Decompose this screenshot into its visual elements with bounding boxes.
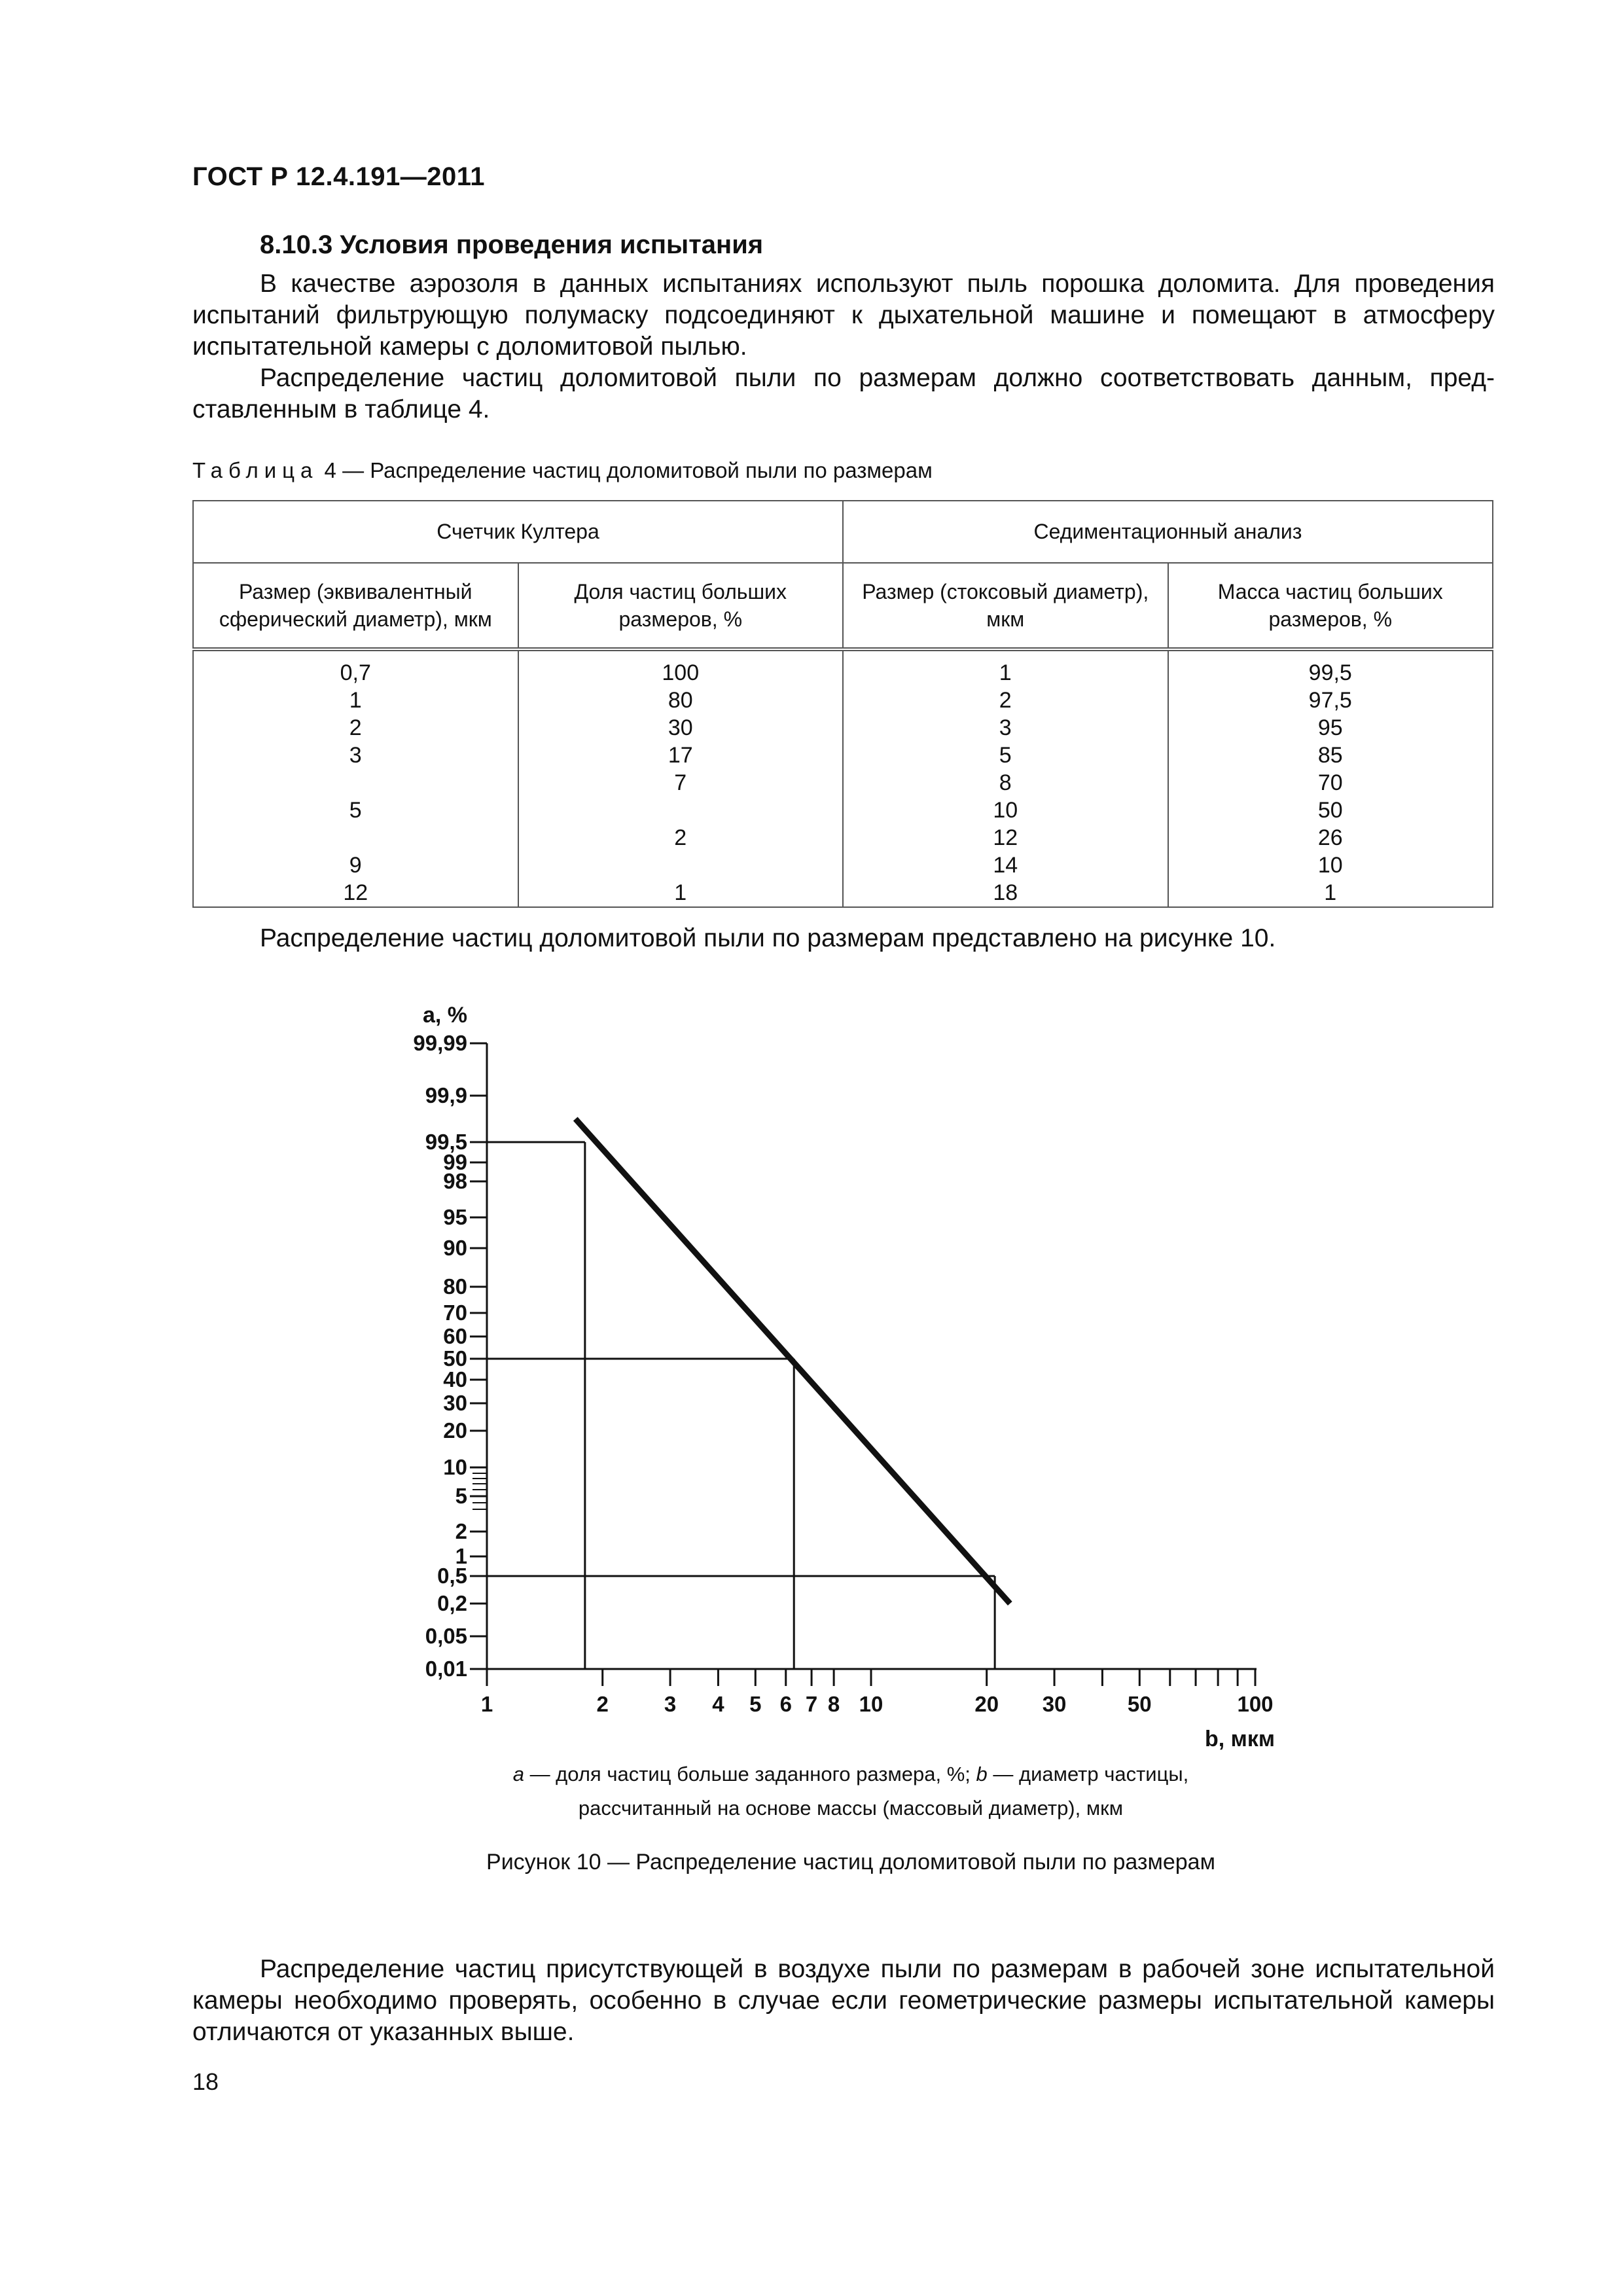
y-tick-label: 1 xyxy=(455,1544,467,1568)
y-tick-label: 95 xyxy=(443,1205,467,1229)
table-caption-label: Таблица xyxy=(192,458,319,482)
table-cell: 99,5 xyxy=(1308,660,1352,685)
col-header-1-line2: сферический диаметр), мкм xyxy=(219,607,492,631)
table-cell: 10 xyxy=(1317,853,1343,878)
legend-b-symbol: b xyxy=(976,1763,988,1785)
col-header-4-line2: размеров, % xyxy=(1268,607,1393,631)
x-tick-label: 30 xyxy=(1042,1692,1067,1716)
paragraph-figure-ref: Распределение частиц доломитовой пыли по размерам представлено на рисунке 10. xyxy=(260,924,1276,952)
document-header: ГОСТ Р 12.4.191—2011 xyxy=(192,162,485,191)
table-cell: 50 xyxy=(1317,798,1343,823)
table-cell: 7 xyxy=(674,770,687,795)
y-tick-label: 98 xyxy=(443,1169,467,1193)
paragraph-verification: Распределение частиц присутствующей в воздухе пыли по размерам в рабочей зоне испытательной камеры необходимо проверять, особенно в случае если геометрические размеры испытательной камеры отличаются от указанных выше. xyxy=(192,1955,1495,2046)
figure-legend xyxy=(393,1757,1309,1825)
table-cell: 9 xyxy=(349,853,362,878)
x-tick-label: 1 xyxy=(480,1692,493,1716)
x-tick-label: 6 xyxy=(779,1692,792,1716)
x-tick-label: 7 xyxy=(805,1692,818,1716)
table-cell: 1 xyxy=(349,688,362,713)
y-tick-label: 90 xyxy=(443,1236,467,1260)
y-tick-label: 5 xyxy=(455,1484,467,1508)
legend-b-text: — диаметр частицы, xyxy=(987,1763,1189,1785)
x-tick-label: 3 xyxy=(664,1692,677,1716)
section-heading: 8.10.3 Условия проведения испытания xyxy=(260,230,764,259)
y-tick-label: 80 xyxy=(443,1274,467,1299)
legend-a-symbol: a xyxy=(512,1763,524,1785)
y-tick-label: 50 xyxy=(443,1346,467,1371)
page-number: 18 xyxy=(192,2068,219,2095)
table-cell: 18 xyxy=(993,880,1018,905)
paragraph-aerosol: В качестве аэрозоля в данных испытаниях используют пыль порошка доломита. Для проведения испытаний фильтрующую полумаску подсоединяют к дыхательной машине и помещают в атмосферу испытательной камеры с доломитовой пылью. xyxy=(192,270,1495,361)
y-tick-label: 99,9 xyxy=(425,1083,467,1107)
y-tick-label: 99,5 xyxy=(425,1130,467,1154)
y-tick-label: 99 xyxy=(443,1150,467,1174)
table-cell: 10 xyxy=(993,798,1018,823)
x-tick-label: 20 xyxy=(974,1692,999,1716)
table-cell: 1 xyxy=(1324,880,1337,905)
col-header-4-line1: Масса частиц больших xyxy=(1217,580,1443,603)
table-cell: 12 xyxy=(993,825,1018,850)
table-cell: 3 xyxy=(349,743,362,768)
table-cell: 97,5 xyxy=(1308,688,1352,713)
table-cell: 70 xyxy=(1317,770,1343,795)
y-axis-title: a, % xyxy=(422,1003,467,1028)
y-tick-label: 0,05 xyxy=(425,1624,467,1648)
table-cell: 95 xyxy=(1317,715,1343,740)
table-cell: 30 xyxy=(668,715,693,740)
table-cell: 80 xyxy=(668,688,693,713)
col-header-3-line1: Размер (стоксовый диаметр), xyxy=(862,580,1149,603)
y-tick-label: 40 xyxy=(443,1367,467,1391)
y-tick-label: 70 xyxy=(443,1300,467,1325)
table-cell: 2 xyxy=(999,688,1012,713)
figure-legend-line2: рассчитанный на основе массы (массовый диаметр), мкм xyxy=(578,1797,1124,1820)
table-cell: 26 xyxy=(1317,825,1343,850)
table-cell: 14 xyxy=(993,853,1018,878)
table-cell: 2 xyxy=(674,825,687,850)
figure-legend-line1 xyxy=(393,1757,1309,1791)
table-cell: 5 xyxy=(999,743,1012,768)
y-tick-label: 20 xyxy=(443,1418,467,1443)
paragraph-distribution-table-ref: Распределение частиц доломитовой пыли по размерам должно соответствовать данным, представленным в таблице 4. xyxy=(192,364,1495,423)
y-tick-label: 30 xyxy=(443,1391,467,1415)
series-line xyxy=(575,1119,1010,1604)
y-tick-label: 2 xyxy=(455,1519,467,1543)
legend-a-text: — доля частиц больше заданного размера, %; xyxy=(524,1763,976,1785)
col-header-3-line2: мкм xyxy=(986,607,1025,631)
col-header-2-line1: Доля частиц больших xyxy=(574,580,787,603)
table-cell: 17 xyxy=(668,743,693,768)
figure-caption: Рисунок 10 — Распределение частиц доломитовой пыли по размерам xyxy=(486,1850,1215,1874)
group-coulter-counter: Счетчик Култера xyxy=(193,501,843,563)
table-cell: 1 xyxy=(674,880,687,905)
x-tick-label: 2 xyxy=(596,1692,609,1716)
table-cell: 85 xyxy=(1317,743,1343,768)
y-tick-label: 0,5 xyxy=(437,1564,467,1588)
table-caption-text: 4 — Распределение частиц доломитовой пыли по размерам xyxy=(318,458,933,482)
table-cell: 100 xyxy=(662,660,700,685)
x-tick-label: 4 xyxy=(712,1692,724,1716)
x-tick-label: 50 xyxy=(1127,1692,1152,1716)
y-tick-label: 99,99 xyxy=(413,1031,467,1055)
table-cell: 8 xyxy=(999,770,1012,795)
table-cell: 5 xyxy=(349,798,362,823)
table-cell: 0,7 xyxy=(340,660,371,685)
table-cell: 2 xyxy=(349,715,362,740)
group-sedimentation: Седиментационный анализ xyxy=(843,501,1493,563)
x-axis-title: b, мкм xyxy=(1205,1727,1275,1751)
y-tick-label: 10 xyxy=(443,1455,467,1479)
y-tick-label: 0,01 xyxy=(425,1657,467,1681)
x-tick-label: 10 xyxy=(859,1692,883,1716)
table-cell: 1 xyxy=(999,660,1012,685)
table-cell: 3 xyxy=(999,715,1012,740)
x-tick-label: 5 xyxy=(749,1692,762,1716)
x-tick-label: 8 xyxy=(827,1692,840,1716)
x-tick-label: 100 xyxy=(1237,1692,1274,1716)
table-cell: 12 xyxy=(343,880,368,905)
y-tick-label: 0,2 xyxy=(437,1591,467,1615)
col-header-2-line2: размеров, % xyxy=(618,607,743,631)
col-header-1-line1: Размер (эквивалентный xyxy=(238,580,473,603)
y-tick-label: 60 xyxy=(443,1324,467,1348)
